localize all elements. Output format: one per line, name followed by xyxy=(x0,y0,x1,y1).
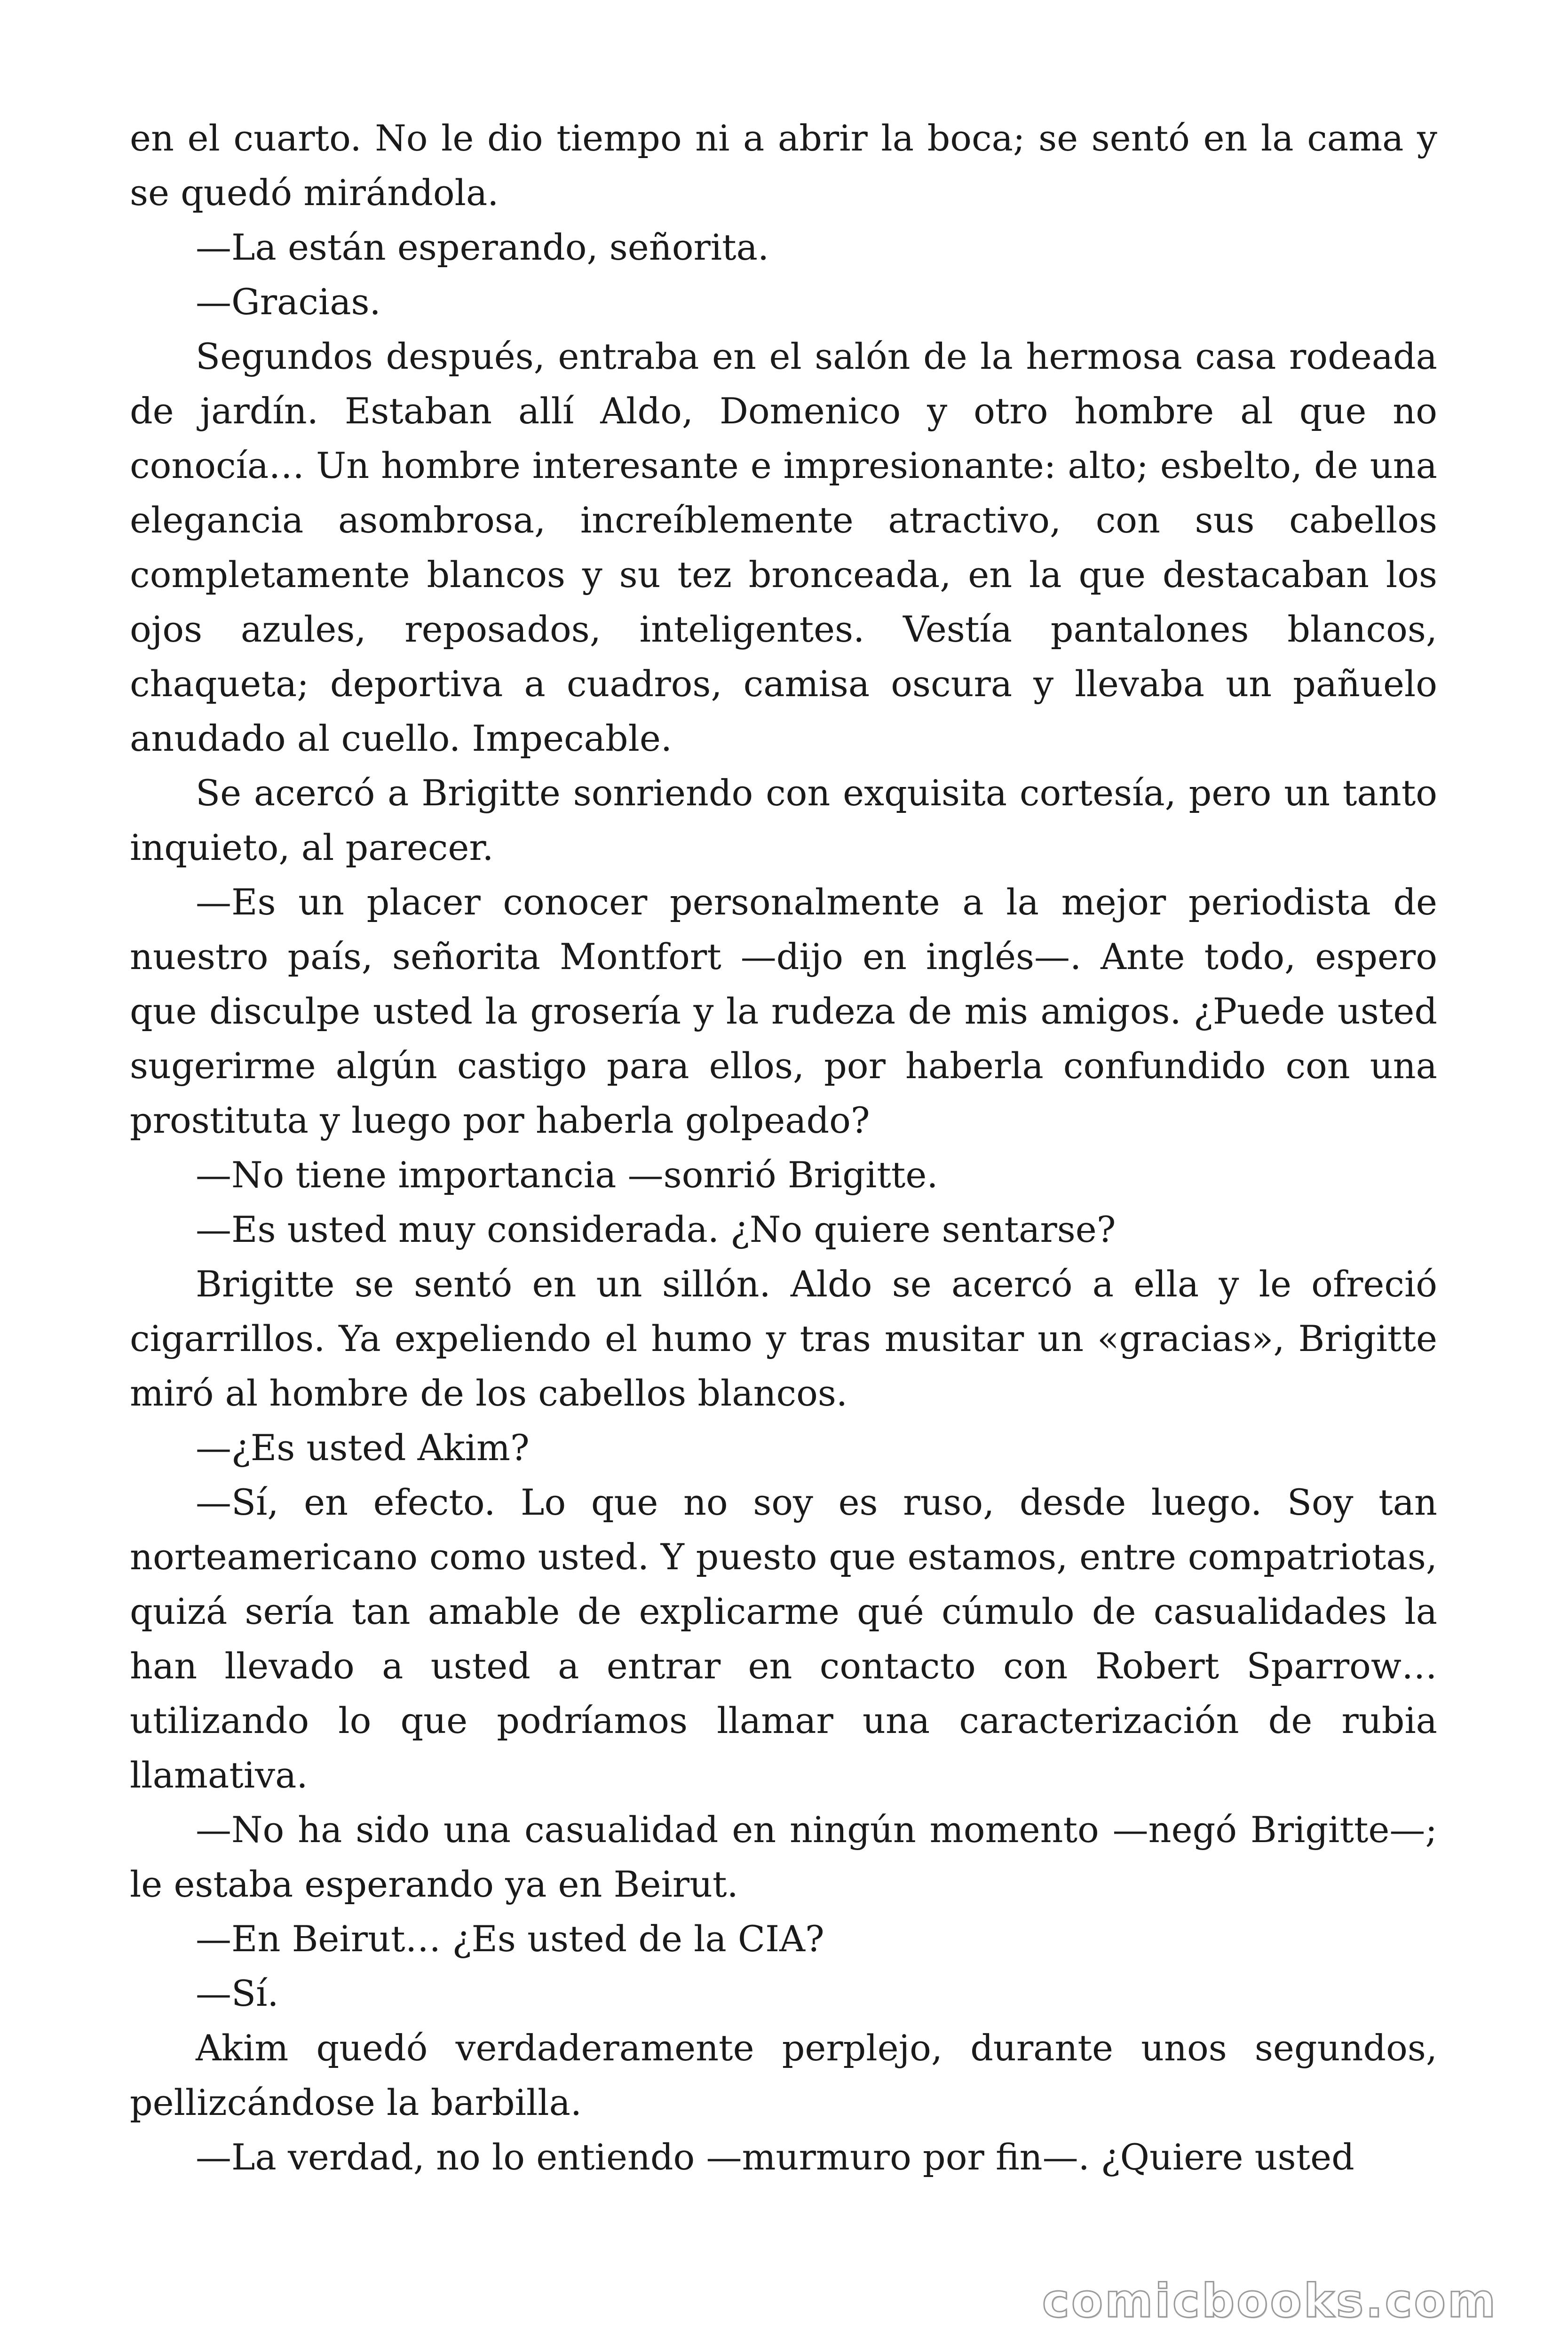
paragraph: —Es usted muy considerada. ¿No quiere sentarse? xyxy=(196,1208,1116,1250)
body-text xyxy=(130,111,1437,2185)
paragraph: —Es un placer conocer personalmente a la mejor periodista de nuestro país, señorita Montfort —dijo en inglés—. Ante todo, espero que disculpe usted la grosería y la rudeza de mis amigos. ¿Puede usted sugerirme algún castigo para ellos, por haberla confundido con una prostituta y luego por haberla golpeado? xyxy=(130,881,1437,1141)
paragraph: Se acercó a Brigitte sonriendo con exquisita cortesía, pero un tanto inquieto, al parecer. xyxy=(130,772,1437,868)
paragraph: —En Beirut… ¿Es usted de la CIA? xyxy=(196,1918,824,1960)
paragraph: —Gracias. xyxy=(196,281,381,323)
paragraph: Brigitte se sentó en un sillón. Aldo se acercó a ella y le ofreció cigarrillos. Ya expeliendo el humo y tras musitar un «gracias», Brigitte miró al hombre de los cabellos blancos. xyxy=(130,1263,1437,1414)
paragraph: —Sí, en efecto. Lo que no soy es ruso, desde luego. Soy tan norteamericano como usted. Y puesto que estamos, entre compatriotas, quizá sería tan amable de explicarme qué cúmulo de casualidades la han llevado a usted a entrar en contacto con Robert Sparrow… utilizando lo que podríamos llamar una caracterización de rubia llamativa. xyxy=(130,1481,1437,1796)
watermark: comicbooks.com xyxy=(1042,2274,1497,2328)
paragraph: —No ha sido una casualidad en ningún momento —negó Brigitte—; le estaba esperando ya en Beirut. xyxy=(130,1809,1437,1905)
paragraph: —La verdad, no lo entiendo —murmuro por fin—. ¿Quiere usted xyxy=(196,2136,1354,2178)
paragraph: Segundos después, entraba en el salón de la hermosa casa rodeada de jardín. Estaban allí Aldo, Domenico y otro hombre al que no conocía… Un hombre interesante e impresionante: alto; esbelto, de una elegancia asombrosa, increíblemente atractivo, con sus cabellos completamente blancos y su tez bronceada, en la que destacaban los ojos azules, reposados, inteligentes. Vestía pantalones blancos, chaqueta; deportiva a cuadros, camisa oscura y llevaba un pañuelo anudado al cuello. Impecable. xyxy=(130,335,1437,759)
paragraph: —¿Es usted Akim? xyxy=(196,1427,530,1469)
paragraph: en el cuarto. No le dio tiempo ni a abrir la boca; se sentó en la cama y se quedó mirándola. xyxy=(130,117,1437,214)
paragraph: Akim quedó verdaderamente perplejo, durante unos segundos, pellizcándose la barbilla. xyxy=(130,2027,1437,2123)
paragraph: —No tiene importancia —sonrió Brigitte. xyxy=(196,1154,938,1196)
paragraph: —La están esperando, señorita. xyxy=(196,226,769,268)
paragraph: —Sí. xyxy=(196,1972,279,2014)
